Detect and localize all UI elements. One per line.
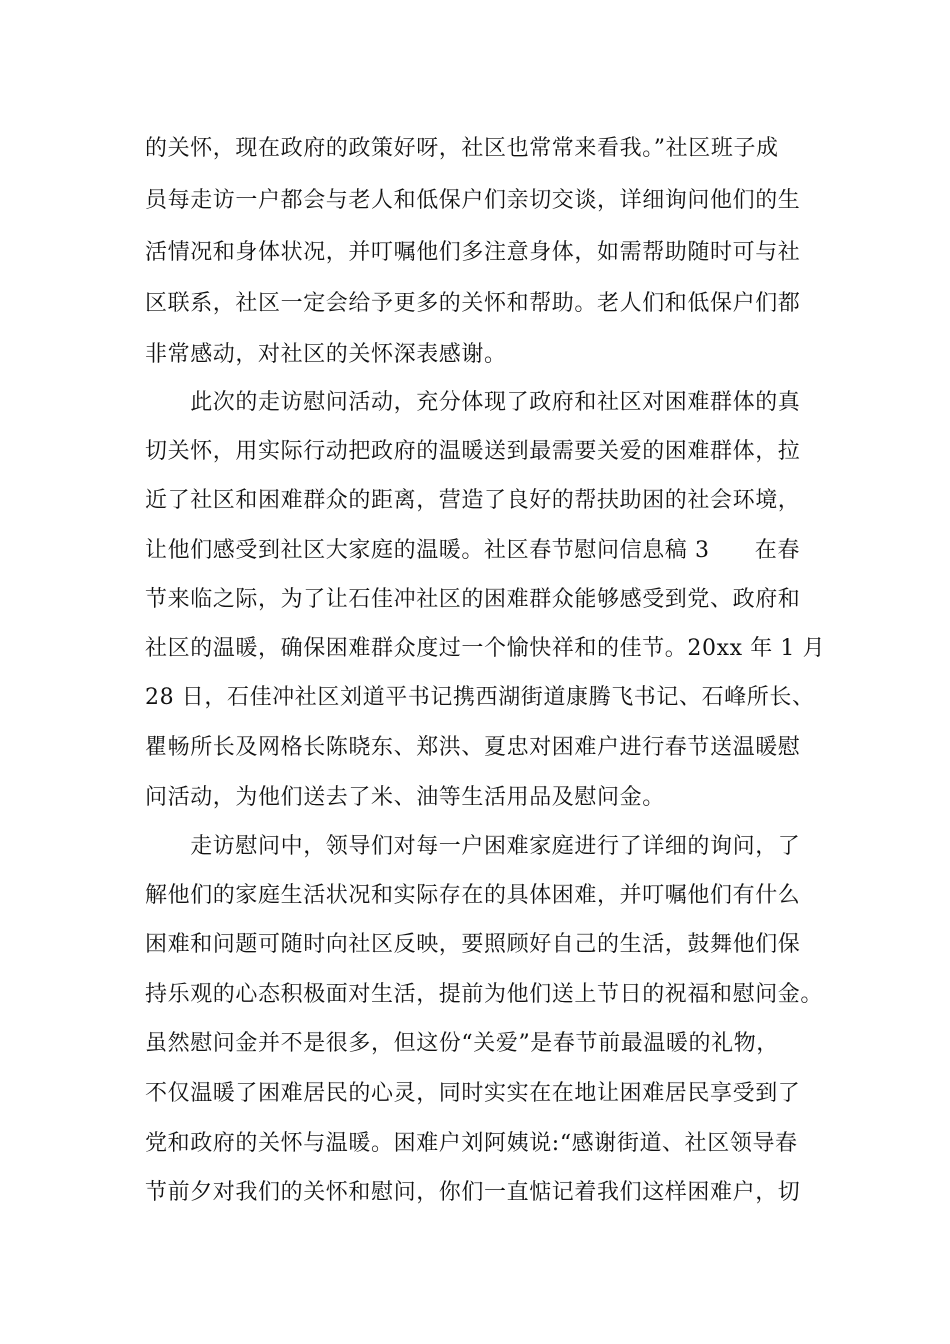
text-line: 困难和问题可随时向社区反映，要照顾好自己的生活，鼓舞他们保 (145, 932, 801, 957)
text-line: 不仅温暖了困难居民的心灵，同时实实在在地让困难居民享受到了 (145, 1081, 801, 1106)
text-line: 持乐观的心态积极面对生活，提前为他们送上节日的祝福和慰问金。 (145, 982, 824, 1007)
text-line: 员每走访一户都会与老人和低保户们亲切交谈，详细询问他们的生 (145, 188, 801, 213)
text-line: 非常感动，对社区的关怀深表感谢。 (145, 342, 507, 367)
text-line: 此次的走访慰问活动，充分体现了政府和社区对困难群体的真 (145, 390, 801, 415)
text-line: 社区的温暖，确保困难群众度过一个愉快祥和的佳节。20xx 年 1 月 (145, 636, 826, 661)
text-line: 切关怀，用实际行动把政府的温暖送到最需要关爱的困难群体，拉 (145, 439, 801, 464)
text-line: 活情况和身体状况，并叮嘱他们多注意身体，如需帮助随时可与社 (145, 240, 801, 265)
text-line: 28 日，石佳冲社区刘道平书记携西湖街道康腾飞书记、石峰所长、 (145, 685, 815, 710)
text-line: 党和政府的关怀与温暖。困难户刘阿姨说:“感谢街道、社区领导春 (145, 1131, 798, 1156)
text-line: 解他们的家庭生活状况和实际存在的具体困难，并叮嘱他们有什么 (145, 883, 801, 908)
text-line: 瞿畅所长及网格长陈晓东、郑洪、夏忠对困难户进行春节送温暖慰 (145, 735, 801, 760)
text-line: 问活动，为他们送去了米、油等生活用品及慰问金。 (145, 785, 665, 810)
text-line: 走访慰问中，领导们对每一户困难家庭进行了详细的询问，了 (145, 834, 801, 859)
text-line: 的关怀，现在政府的政策好呀，社区也常常来看我。”社区班子成 (145, 136, 779, 161)
text-line: 让他们感受到社区大家庭的温暖。社区春节慰问信息稿 3 在春 (145, 538, 800, 563)
text-line: 节来临之际，为了让石佳冲社区的困难群众能够感受到党、政府和 (145, 587, 801, 612)
text-line: 虽然慰问金并不是很多，但这份“关爱”是春节前最温暖的礼物， (145, 1031, 779, 1056)
text-line: 近了社区和困难群众的距离，营造了良好的帮扶助困的社会环境， (145, 488, 801, 513)
text-line: 区联系，社区一定会给予更多的关怀和帮助。老人们和低保户们都 (145, 291, 801, 316)
text-line: 节前夕对我们的关怀和慰问，你们一直惦记着我们这样困难户，切 (145, 1180, 801, 1205)
